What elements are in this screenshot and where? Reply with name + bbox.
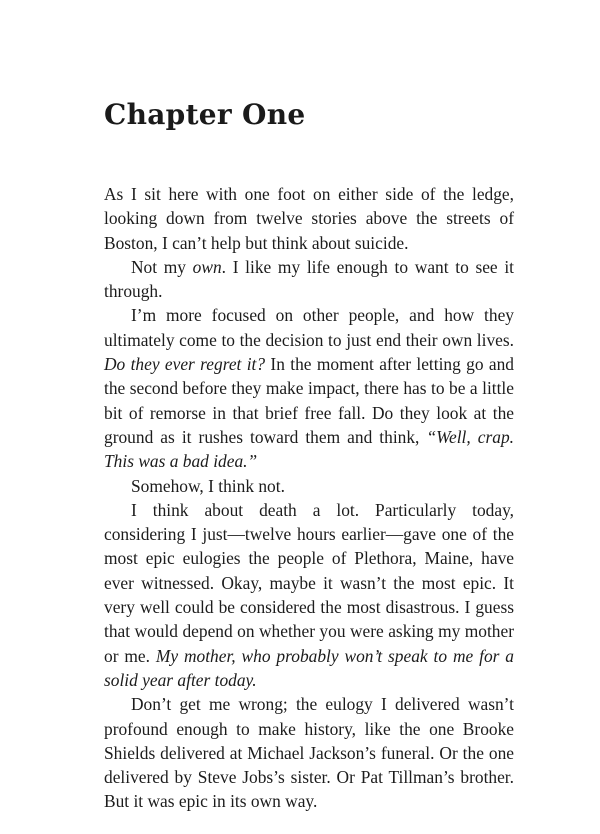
paragraph-3-emphasis-2: “Well, crap. This was a bad idea.” bbox=[104, 426, 514, 472]
paragraph-4 bbox=[104, 474, 514, 498]
paragraph-3-text-a: I’m more focused on other people, and how they ultimately come to the decision to just end their own lives. bbox=[104, 305, 514, 350]
chapter-title: Chapter One bbox=[104, 98, 306, 131]
paragraph-2-emphasis: own bbox=[192, 256, 222, 277]
paragraph-3-emphasis-1: Do they ever regret it? bbox=[104, 354, 266, 375]
paragraph-1-text: As I sit here with one foot on either side of the ledge, looking down from twelve stories above the streets of Boston, I can’t help but think about suicide. bbox=[104, 184, 514, 253]
paragraph-3 bbox=[104, 303, 514, 473]
paragraph-5 bbox=[104, 498, 514, 692]
chapter-body bbox=[104, 182, 514, 814]
paragraph-6 bbox=[104, 692, 514, 813]
paragraph-5-text: I think about death a lot. Particularly today, considering I just—twelve hours earlier—gave one of the most epic eulogies the people of Plethora, Maine, have ever witnessed. Okay, maybe it wasn’t the most epic. It very well could be considered the most disastrous. I guess that would depend on whether you were asking my mother or me. bbox=[104, 499, 514, 666]
paragraph-5-emphasis: My mother, who probably won’t speak to me for a solid year after today. bbox=[104, 645, 514, 690]
paragraph-6-text: Don’t get me wrong; the eulogy I delivered wasn’t profound enough to make history, like the one Brooke Shields delivered at Michael Jackson’s funeral. Or the one delivered by Steve Jobs’s sister. Or Pat Tillman’s brother. But it was epic in its own way. bbox=[104, 694, 514, 812]
paragraph-2 bbox=[104, 255, 514, 304]
paragraph-3-text-b: In the moment after letting go and the second before they make impact, there has to be a little bit of remorse in that brief free fall. Do they look at the ground as it rushes toward them and think, bbox=[104, 354, 515, 447]
paragraph-2-text-b: . I like my life enough to want to see it through. bbox=[104, 256, 514, 302]
paragraph-1 bbox=[104, 182, 514, 255]
paragraph-4-text: Somehow, I think not. bbox=[131, 475, 285, 496]
paragraph-2-text-a: Not my bbox=[131, 256, 193, 277]
